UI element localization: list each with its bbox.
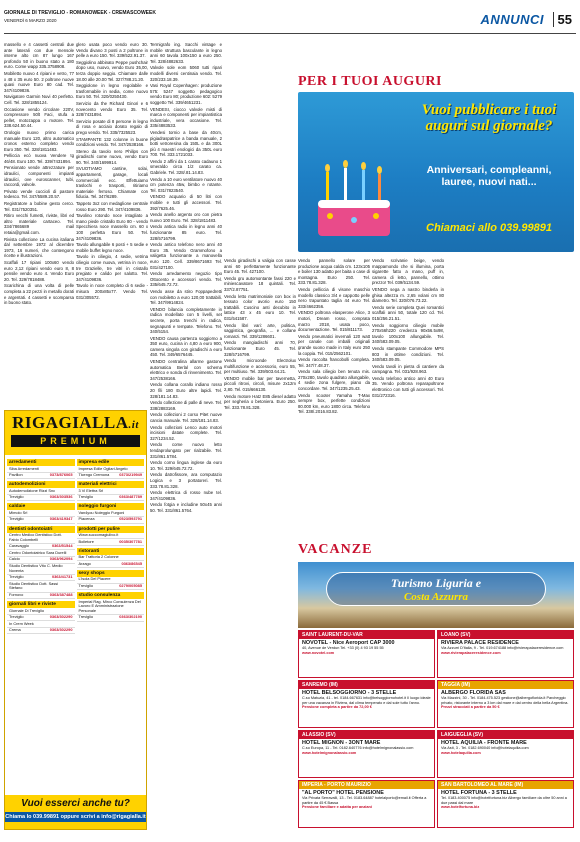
- rigagialla-logo: [5, 411, 146, 455]
- directory-entry-name: Piacenza: [78, 516, 95, 522]
- classified-ad: Ritiro vecchi fumetti, riviste, libri ed altro materiale cartaceo. Tel. 334/7865689 mail retaia@gmail.com.: [4, 213, 74, 235]
- classified-ad: Vendo tavoli in pietra di cantiere da campagna. Tel. 031/928.963.: [372, 363, 444, 375]
- publication-name: GIORNALE DI TREVIGLIO - ROMANOWEEK - CREMASCOWEEK: [4, 10, 156, 16]
- vacanze-banner-line2: Costa Azzurra: [403, 591, 469, 603]
- directory-entry-name: Treviglio: [78, 614, 94, 620]
- classified-ad: SVUOTIAMO cantine, solai, appartamenti, garage, locali commerciali ecc. Effettuiamo traslochi e trasporti, ritiriamo materiale ferroso. Chiamate con fiducia. Tel. 347/6289.: [76, 166, 148, 200]
- classified-ad: Occasione vendo circolare 220V, compressore 50lt Faci, stufa a pellet, motozappa o motore. Tel. 338.624.50.44.: [4, 106, 74, 129]
- rigagialla-ad: [4, 410, 147, 830]
- classified-ad: Seggiolone in legno regolabile e trasformabile in sedia, come nuovo Euro 50. Tel. 320/0250430.: [76, 83, 148, 100]
- classifieds-column-3: [150, 42, 222, 822]
- classifieds-column-5: [298, 258, 370, 528]
- directory-category: studio consulenza: [77, 592, 145, 599]
- classified-ad: Vendo giradischi a valigia con casse anni 60 perfettamente funzionante Euro 45. Tel. 427100.: [224, 258, 296, 275]
- classified-ad: Vendo soggiorno ciliegio mobile 270x56h220 credenza 90x56.5x98, tavolo 100x100 allungabile. Tel. 340/583.09.05.: [372, 322, 444, 345]
- hotel-highlight: www.hotelmignonalassio.com: [302, 750, 357, 755]
- directory-entry-name: L'isola Del Piacere: [78, 576, 111, 582]
- birthday-cake-icon: [310, 150, 398, 242]
- vacanze-heading: VACANZE: [298, 542, 373, 557]
- classified-ad: Vendo arredamento negozio tipo Ottocento e accessori vendo. Tel. 335/645.72.72.: [150, 271, 222, 288]
- directory-category: caldaie: [7, 503, 75, 510]
- auguri-headline: Vuoi pubblicare i tuoi auguri sul giornale?: [421, 102, 557, 134]
- classified-ad: Stereo da tavolo nero Philips con giradischi come nuovo, vendo Euro 90. Tel. 340/1699914.: [76, 148, 148, 165]
- hotel-highlight: Pensione familiare e adatta per anziani: [302, 805, 372, 810]
- directory-entry: [7, 628, 75, 635]
- directory-entry-name: Treviglio: [9, 574, 24, 580]
- classified-ad: Vendo collezione di palle di neve. Tel. 338/2883169.: [150, 400, 222, 411]
- directory-category: arredamenti: [7, 459, 75, 466]
- hotel-location: SANREMO (IM): [299, 681, 434, 689]
- vacanze-seal: [326, 572, 546, 606]
- hotel-name: HOTEL MIGNON - 3ONT MARE: [302, 740, 381, 746]
- directory-entry-phone: 0363/387488: [49, 592, 73, 597]
- classified-ad: VENDO bilancia completamente in radica modellato con 5 livelli, set secrete, porta trenchi in radica, segnapunti e tempate. Telefono. Tel. 340/5154.: [150, 306, 222, 335]
- hotel-name: HOTEL AQUILIA - FRONTE MARE: [441, 740, 527, 746]
- directory-entry: [77, 615, 145, 622]
- directory-entry-phone: 0363/86545: [121, 560, 142, 566]
- classified-ad: Vendo pelliccia di visone maschio modello classico 3/4 e cappotto pelle nero trapuntato taglia 44 euro Tel. 333/4662356.: [298, 286, 370, 309]
- classified-ad: Scaffali 17 ripiani 100x60 vendo euro 2,12 ripiani vendo euro 8, 8 pensile vendo euro 4. Vendo Euro 20. Tel. 329/7818488.: [4, 259, 74, 282]
- classified-ad: Vendo come nuovo letto tendaprolungato per rialzabile. Tel. 331/861.5784.: [150, 442, 222, 459]
- directory-entry: [77, 561, 145, 568]
- directory-entry-name: Studio Dentistico Dott. Sassi Stefano: [9, 580, 59, 591]
- classified-ad: Vendo collezioni Lenco auto motori incisioni datate complete. Tel. 327/1234.52.: [150, 424, 222, 441]
- hotel-listings: [298, 630, 574, 828]
- rigagialla-suffix: .it: [128, 419, 139, 431]
- classified-ad: Vendo fotgia e includine 50x45 anni 50. Tel. 331/861.5764.: [150, 502, 222, 513]
- hotel-location: TAGGIA (IM): [438, 681, 573, 689]
- classified-ad: Vendo anello argento oro con pietra nuovo 100 Euro. Tel. 328/1811483.: [150, 212, 222, 223]
- directory-entry-phone: 0363/419347: [49, 516, 73, 522]
- classified-ad: Vasi Royal Copenhagen: produzione 575: 5247 soggetto pedagogico vendo Euro 80; produzione 602: 5279 soggetto Tel. 339/4651231.: [150, 83, 222, 105]
- directory-category: dentisti odontoiatri: [7, 526, 75, 533]
- directory-entry-phone: 0363/51544: [51, 543, 73, 549]
- classified-ad: Orologio nuovo primo carica manuale Euro 120, altro automatico cronos esterno completo vendo Euro 350. Tel. 328/1811483.: [4, 129, 74, 152]
- classified-ad: Vendo scooter Yamaha T-Max sempre box, perfette condizioni 80.000 km, euro 1800 circa. Telefono Tel. 338/.2016.83.82.: [298, 392, 370, 415]
- directory-category: giornali libri e riviste: [7, 601, 75, 608]
- classified-ad: Vendo datrofissore, ara computazio Logica e 3 portatoreri. Tel. 333.78.81.328.: [150, 472, 222, 489]
- classified-ad: glero usata poco vendo euro 30. Vendo divano 3 posti a 2 poltrone in pelle a euro 150. Tel. 339/522.91.37.: [76, 42, 148, 59]
- hotel-details: Via Asti, 3 - Tel. 0182.690040 info@hotelaquilia.com: [441, 746, 529, 750]
- hotel-location: LOANO (SV): [438, 631, 573, 639]
- hotel-name: RIVIERA PALACE RESIDENCE: [441, 640, 519, 646]
- directory-entry-name: Pavillon: [9, 472, 23, 478]
- page-number: 55: [553, 12, 572, 27]
- directory-entry-name: Centro Odontoiatrico Sara Durelli: [9, 549, 67, 555]
- auguri-ad: [298, 92, 574, 252]
- hotel-details: C.so Europa, 11 - Tel. 0182.640776 info@hotelmignonalassio.com: [302, 746, 414, 750]
- directory-entry-phone: 0035/307781: [119, 538, 142, 544]
- directory-entry-name: In Crem Week: [9, 620, 34, 626]
- directory-entry-name: Siba Arredamenti: [9, 465, 39, 471]
- vacanze-banner: [298, 562, 574, 628]
- hotel-ad: [298, 780, 435, 828]
- directory-entry-name: Imperial Rag. Mirco Consulenza Del Lavoro E Amministrazione Personale: [78, 598, 141, 613]
- classified-ad: Vendo letto matrimoniale con box in tessuto color avorio euro 150 trattabili. Cuscino anti decubito in lattice 43 x 45 euro 10. Tel. 031/541587.: [224, 293, 296, 321]
- vacanze-banner-line1: Turismo Liguria e: [390, 576, 482, 590]
- hotel-name: HOTEL BELSOGGIORNO - 3 STELLE: [302, 690, 397, 696]
- hotel-details: Via Privata Serravalli, 13 - Tel. 0183.64887 hotelalporto@email.it Offerta a partire da 45 € Bassa: [302, 796, 427, 805]
- classified-ad: Registratore a bobine gesto cerco. Tel. 031/7520351.: [4, 201, 74, 212]
- classified-ad: Vendesi tornio a base da 40cm, pigiadraspatrice a banda manuale, 2 botti vetroresina da 150L e da 300L più 4 maestri enologici da 350L euro 700. Tel. 333.1721033.: [150, 129, 222, 158]
- classified-ad: Vendo scrivanie beige, vendo mappamondo che si illumina, porta sigarette fatto a mano, puff in, camera di letto, pannello, ottimo prezzo! Tel. 039/5134.59.: [372, 258, 444, 286]
- directory-entry: [7, 564, 75, 575]
- hotel-details: Via Azzurri D'Italia, 9 - Tel. 019.674188 info@rivierapalaceresidence.com: [441, 646, 564, 650]
- directory-entry-phone: 0363/302290: [49, 614, 73, 620]
- classified-ad: Tavolo in ciliegio, 4 sedie, vetrina ciliegio come nuova, vetrina in noce, tre Grazielle, tre vitri in cristallo pregiato e calido per salotto. Tel. 347/4109836.: [76, 254, 148, 282]
- directory-category: noleggio furgoni: [77, 503, 145, 510]
- directory-entry-name: Treviglio: [9, 516, 24, 522]
- classified-ad: Vendo pneumatici invernali 120 watt per canale con imballi originali grande suono made in Italy euro 250 la coppia. Tel. 015/2562101.: [298, 333, 370, 356]
- hotel-name: ALBERGO FLORIDA SAS: [441, 690, 506, 696]
- hotel-ad: [298, 680, 435, 728]
- classified-ad: Vendo pannello solare per produzione acqua calda cm. 123x105 e boiler 130 adatto per baita o case di montagna. Euro 250. Tel. 333.78.81.328.: [298, 258, 370, 286]
- hotel-ad: [298, 730, 435, 778]
- classified-ad: Vendo gru automontante fassi 220 e miniescavatore 18 quintali. Tel. 337/2.87751.: [224, 275, 296, 292]
- classifieds-column-1: [4, 42, 74, 402]
- classified-ad: Vendo collezioni 2 corso Pitet nuove cancia manuale. Tel. 328/181.14.83.: [150, 412, 222, 423]
- directory-entry: [7, 533, 75, 544]
- hotel-name: HOTEL FORTUNA - 3 STELLE: [441, 790, 517, 796]
- directory-entry-name: Mimolo Srl: [9, 509, 28, 515]
- classified-ad: massello e 4 cassetti centrali due ante laterali con due mensole interne alto cm 87 lungo 167 profondo 50 in buono stato a 180 euro. Come wapp 335.3758908.: [4, 42, 74, 70]
- rigagialla-premium: PREMIUM: [11, 435, 140, 447]
- classified-ad: Vendo serie completa Quei romantici scaffali anni 50, totale 120 cd. Tel. 015/256.21.51.: [372, 304, 444, 321]
- classified-ad: Vendo antico telefono nero anni 40 Euro 35. Vendo Grammofono a valigetta funzionante a manovella euro 120. Cell. 339/8671693 Tel. 031/427100.: [150, 242, 222, 270]
- classified-ad: Servizio posate di 8 persone in legno di rosa e acciaio dorato regalo di prego vendo. Tel. 335/7325523.: [76, 118, 148, 135]
- directory-entry: [77, 599, 145, 615]
- hotel-ad: [298, 630, 435, 678]
- directory-entry-name: Caravaggio: [9, 543, 29, 549]
- directory-entry-name: Ticengo Cremona: [78, 472, 110, 478]
- directory-entry-phone: 0363/962094: [49, 556, 73, 562]
- directory-entry-name: Treviglio: [78, 583, 94, 589]
- directory-entry: [77, 517, 145, 524]
- hotel-highlight: www.rivierapalaceresidence.com: [441, 650, 501, 655]
- directory-entry-name: Centro Medico Dentistico Dott. Fabio Colombelli: [9, 532, 62, 542]
- directory-entry-phone: 0523/593791: [119, 516, 142, 522]
- auguri-phone: Chiamaci allo 039.99891: [426, 222, 552, 234]
- classifieds-column-4: [224, 258, 296, 538]
- classified-ad: Tavolo allungabile 6 posti + 5 sedie e mobile buffet legno noce.: [76, 242, 148, 253]
- auguri-heading: PER I TUOI AUGURI: [298, 74, 442, 89]
- hotel-location: SAINT LAURENT-DU-VAR: [299, 631, 434, 639]
- classified-ad: VENDO acquario di 50 litri con mobile e tutti gli accessori. Tel. 392/7625.46.: [150, 194, 222, 211]
- classified-ad: VENDO poltrona elasperone Alice, 3 motori, Dream rosso, comprata marzo 2018, usata poco, documentazione. Tel. 015/811173.: [298, 310, 370, 333]
- directory-entry: [77, 495, 145, 502]
- directory-category: sexy shops: [77, 570, 145, 577]
- directory-entry: [77, 473, 145, 480]
- hotel-ad: [437, 680, 574, 728]
- directory-entry-phone: 0373/219949: [119, 472, 142, 478]
- directory-entry: [77, 584, 145, 591]
- classified-ad: Vendo a 10 euro ventilatore nuovo 40 cm potenza 45w, bimbo e rotante. Tel. 031/7823540.: [150, 176, 222, 193]
- hotel-highlight: www.hotelaquilia.com: [441, 750, 481, 755]
- classified-ad: Scarichina di una volta di pelle completa a 22 pezzi in metallo dorati e argentati. 4 cassetti e scomparsa in buono stato.: [4, 283, 74, 306]
- hotel-name: NOVOTEL - Nice Aeroport CAP 3000: [302, 640, 395, 646]
- classifieds-column-6: [372, 258, 444, 528]
- directory-entry-name: Crema: [9, 627, 21, 633]
- classified-ad: Vendo antica radio in legno anni 40 funzionante 85 euro. Tel. 328/5716799.: [150, 224, 222, 241]
- hotel-details: 40, Avenue de Verdun Tel. +33 (0) 4 93 19 55 55: [302, 646, 384, 650]
- classified-ad: VENDO causa partenza soggiorno a 350 euro, cucina in 4,80 a euro 900, camera singola con giradischi a euro 450. Tel. 349/6576445.: [150, 335, 222, 358]
- hotel-highlight: www.novotel.com: [302, 650, 335, 655]
- hotel-ad: [437, 730, 574, 778]
- directory-entry-name: Impresa Edile Ogliari Angelo: [78, 465, 128, 471]
- directory-entry-name: Treviglio: [78, 494, 94, 500]
- classified-ad: Tavolo in noce completo di 6 sedie - misura 200x85x77. Vendo Tel. 031/305572.: [76, 283, 148, 300]
- hotel-location: LAIGUEGLIA (SV): [438, 731, 573, 739]
- directory-entry: [7, 593, 75, 600]
- directory-category: materiali elettrici: [77, 481, 145, 488]
- page-header: [4, 10, 576, 34]
- classified-ad: Vendo corno lingua inglese da euro 10. Tel. 329/645.72.72.: [150, 460, 222, 471]
- classified-ad: Vendo motore Hatz E85 diesel adatto per segheria o betoniera. Euro 250. Tel. 333.78.81.328.: [224, 393, 296, 410]
- hotel-ad: [437, 780, 574, 828]
- directory-entry-phone: 0363/302190: [119, 614, 142, 620]
- classified-ad: Tappeto 3x2 con medaglione centrale rosso Euro 290. Tel. 347/4109836.: [76, 201, 148, 212]
- classified-ad: Vendo collana corallo indiano rosso 20 fili 180 Euro altre lapidi. Tel. 328/181.14.83.: [150, 382, 222, 399]
- directory-category: autodemolizioni: [7, 481, 75, 488]
- rigagialla-right-column: [77, 457, 145, 634]
- classified-ad: Vendo stampante Commodore MPS 803 in ottime condizioni. Tel. 340/583.09.05.: [372, 345, 444, 363]
- classified-ad: Vendo 2 affini da 1 carato cadauno 1 smeraldo circa 1/2 carato ca. Gabriele. Tel. 328/.81.14.83.: [150, 158, 222, 176]
- classified-ad: VENDO sega a nastro binderla in ghisa altezza m. 2,65 volani cm 80 diametro. Tel. 320/076.73.22.: [372, 286, 444, 304]
- classified-ad: Vendo mangiadischi anni 70, funzionante Euro 45. Tel. 328/5716799.: [224, 340, 296, 357]
- directory-entry-name: Studio Dentistico Vito C. Medio Noventa: [9, 563, 63, 573]
- classified-ad: Pelliccia ecò nuova Vendere tg 46/48. Euro 100. Tel. 339/7431894.: [4, 153, 74, 164]
- hotel-ad: [437, 630, 574, 678]
- directory-entry-name: Bolletore: [78, 538, 94, 544]
- directory-entry-name: Www.succomagiulivo.it: [78, 532, 119, 538]
- hotel-details: Via Mazzini, 30 - Tel. 0184.475.523 gestione@albergoflorida.it Parcheggio privato, ristorante interno a 3 km dal mare e dal centro della bella Argentina.: [441, 696, 569, 705]
- classified-ad: Vendo sala ciliegio ben tenuta mis. 270x280, tavolo quadrato allungabile, 4 sedie zona fulgere, piano da concordare. Tel. 347/1235.25.43.: [298, 369, 370, 392]
- classified-ad: Vendo libri vari: arte, politica, saggistica, geografia, ... e collane romanzi. Tel. 339/1286601.: [224, 322, 296, 339]
- classified-ad: Vendo asse da stiro Foppapedretti con mobiletto a euro 120,00 trattabili. Tel. 347/9914824.: [150, 288, 222, 306]
- directory-category: ristoranti: [77, 548, 145, 555]
- hotel-name: "AL PORTO" HOTEL PENSIONE: [302, 790, 384, 796]
- hotel-details: Tel. 0183.400075 info@hotelfortuna.biz Albergo familiare da oltre 50 anni a due passi dal mare: [441, 796, 567, 805]
- directory-entry-phone: 0279/005085: [119, 583, 142, 589]
- directory-entry-name: Treviglio: [9, 614, 24, 620]
- rigagialla-name: RIGAGIALLA: [12, 413, 129, 432]
- rigagialla-left-column: [7, 457, 75, 634]
- directory-entry-name: 3 Vi Elettra Srl: [78, 487, 104, 493]
- directory-entry-name: Van4you Noleggio Furgoni: [78, 509, 125, 515]
- rigagialla-directory: [5, 455, 146, 636]
- hotel-location: IMPERIA - PORTO MAURIZIO: [299, 781, 434, 789]
- directory-entry-name: Bar Trattoria 2 Colonne: [78, 554, 119, 560]
- hotel-location: SAN BARTOLOMEO AL MARE (IM): [438, 781, 573, 789]
- classified-ad: Rivista collezione La cucina italiana dal settembre 1972 al dicembre 1973, 16 numeri, che contengono ricette e illustrazioni.: [4, 236, 74, 259]
- classified-ad: Pensionato vende attrezzature per idraulici, componenti impianti idraulici, ove euroscanner, tubi, raccordi, valvole.: [4, 165, 74, 188]
- classified-ad: Vendo elettrica di rosso nube tel. 347/4109836.: [150, 490, 222, 501]
- directory-entry-name: Treviglio: [9, 494, 24, 500]
- classified-ad: VENDESI, ciocco valvole misti di marca e componenti per impiantistica industriale, vera occasione. Tel. 335/4883533.: [150, 106, 222, 129]
- directory-category: impresa edile: [77, 459, 145, 466]
- directory-entry-name: Giornale Di Treviglio: [9, 607, 45, 613]
- classified-ad: STAMPANTE 132 colonne in buone condizioni vendo. Tel. 347/2538166.: [76, 136, 148, 148]
- section-title: ANNUNCI: [480, 12, 544, 27]
- classified-ad: Navigatore Garmin Nuvi 40 perfetto. Cell. Tel. 328/1855124.: [4, 94, 74, 105]
- directory-entry-phone: 0363/41731: [51, 574, 73, 580]
- directory-entry-phone: 0363/302290: [49, 627, 73, 633]
- rigagialla-question: Vuoi esserci anche tu?: [21, 798, 130, 809]
- directory-entry: [7, 495, 75, 502]
- directory-entry-name: Autodemolizione Rizzi Snc: [9, 487, 56, 493]
- directory-entry-name: Arzago: [78, 560, 91, 566]
- classified-ad: Tavolino rotondo noce intagliato a mano piede cristallo Euro 80 - vendo Specchiera noce massello cm. 60 x 100 perfetta Euro 50. Tel. 347/4109836.: [76, 213, 148, 241]
- directory-entry-name: Fornovo: [9, 592, 24, 597]
- classified-ad: VENDO centralina allarme gastone automatica Berlal con schema elettrico e sonda di rinvenimento. Tel. 347/2538166.: [150, 359, 222, 381]
- hotel-highlight: Prezzi stracciati a partire da 50 €: [441, 705, 500, 710]
- classified-ad: Mobiletto nuovo 4 ripiani e vetro, 77 x 48 x 35 euro 50. 2 poltrone nuove quasi nuove Euro 80 cad. Tel. 347/4109836.: [4, 70, 74, 93]
- auguri-occasions: Anniversari, compleanni, lauree, nuovi nati...: [426, 164, 552, 188]
- classified-ad: Seggiolino abbinato Peppe pushchair dopo uso, nuovo, vendo Euro 35,00, terza doppio seggio. Chiamare dalle 18.00 alle 20.00 Tel. 327/788.21.20.: [76, 59, 148, 82]
- hotel-details: C.so Matuzia, 41 - tel. 0184.667631 info@belsoggiornohotel.it Il luogo ideale per una vacanza in Riviera, dal clima temperato e dal sole tutto l'anno.: [302, 696, 431, 705]
- classified-ad: VENDO mobile bar per tavernetta, piccoli ritrovi, circoli, misure 2x12m 2,80. Tel. 015/666130.: [224, 375, 296, 393]
- publication-date: VENERDÌ 6 MARZO 2020: [4, 18, 57, 23]
- classified-ad: Vendo raccolta francobolli completa. Tel. 347/7.48.37.: [298, 357, 370, 368]
- directory-entry: [7, 517, 75, 524]
- classified-ad: Vendo telefono antico anni 40 Euro 35. Vendo poltrona reparapoltrone elettronico con tutti gli accessori. Tel. 031/272316.: [372, 375, 444, 398]
- directory-entry: [77, 539, 145, 546]
- directory-entry-phone: 0373/876065: [49, 472, 73, 478]
- classified-ad: Valvole sole eom 5060 tutti ripari modelli diversi centinaia vendo. Tel. 320/233.18.39.: [150, 65, 222, 82]
- classified-ad: Servizio da the Richard Ginori e 6 novecento vendo Euro 35. Tel. 328/7431894.: [76, 100, 148, 118]
- directory-entry: [7, 581, 75, 592]
- hotel-highlight: www.hotelfortuna.biz: [441, 805, 480, 810]
- directory-entry-phone: 0363/303536: [49, 494, 73, 500]
- classified-ad: Privato vende cuccioli di pastore tedesco. Tel. 347/5589.20.57.: [4, 188, 74, 200]
- classified-ad: Vendo microonde Electrolux multifunzione e accessorio, euro 55, per multiuso. Tel. 339/503.64.21.: [224, 358, 296, 375]
- directory-entry-name: Calcio: [9, 556, 20, 562]
- hotel-location: ALASSIO (SV): [299, 731, 434, 739]
- directory-category: prodotti per pulire: [77, 526, 145, 533]
- classified-ad: Termigrafo ing. Sacchi vintage e mobile struttura basculante in legno anni 60 tavola 100x150 a euro 250. Tel. 328/4882633.: [150, 42, 222, 64]
- rigagialla-contact: Chiama lo 039.99891 oppure scrivi a info@rigagialla.it: [5, 814, 146, 820]
- directory-entry-phone: 0363/487789: [119, 494, 142, 500]
- rigagialla-footer: [5, 795, 146, 829]
- hotel-highlight: Pensione completa a partire da 72,00 €: [302, 705, 372, 710]
- directory-entry: [7, 473, 75, 480]
